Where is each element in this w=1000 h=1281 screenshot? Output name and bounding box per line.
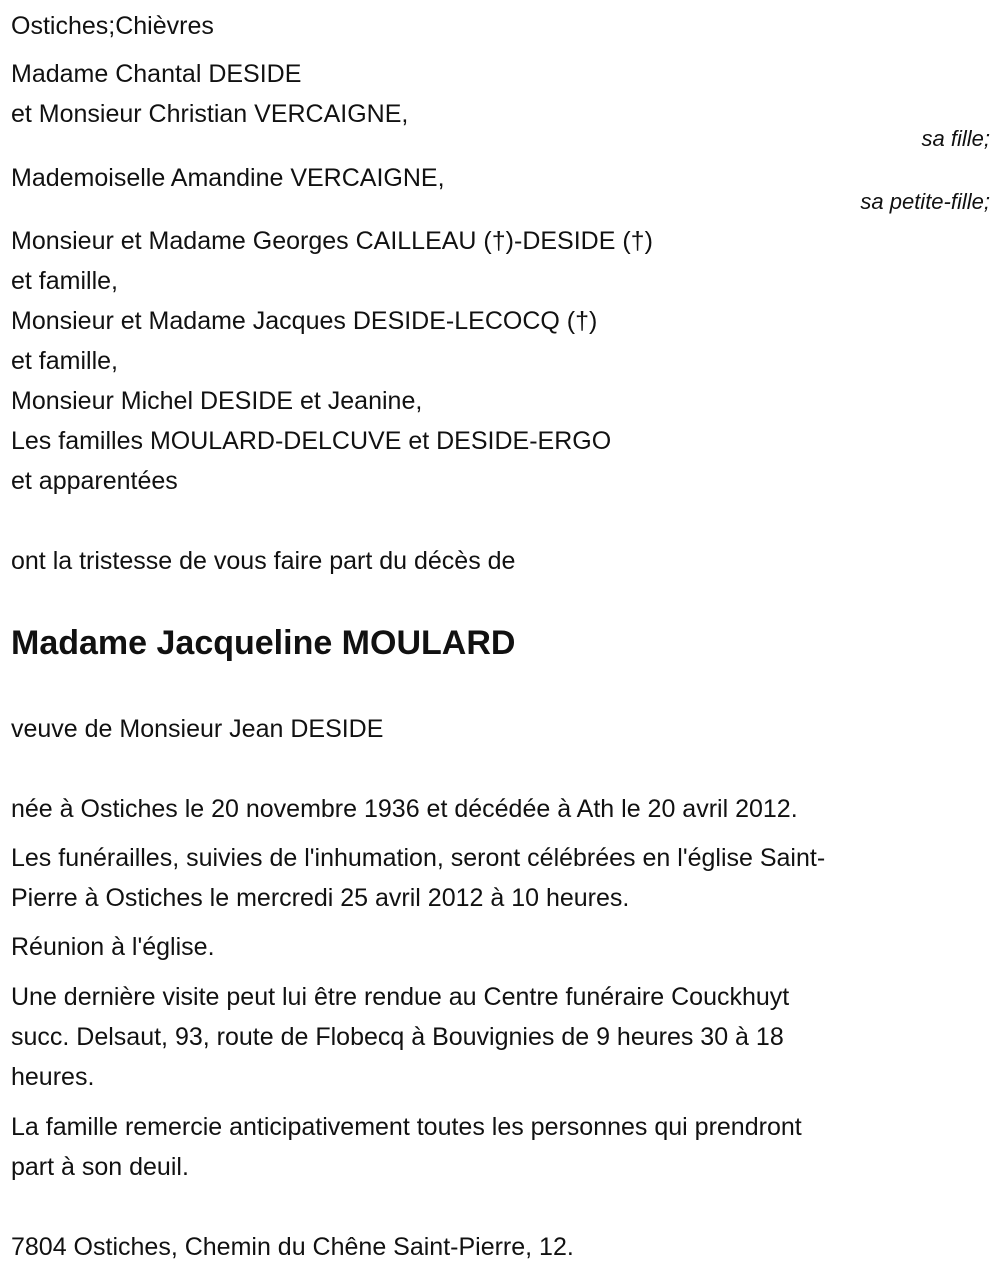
thanks: part à son deuil. — [11, 1153, 189, 1181]
family-line: Madame Chantal DESIDE — [11, 60, 302, 88]
funeral-info: Pierre à Ostiches le mercredi 25 avril 2012 à 10 heures. — [11, 884, 630, 912]
family-line: Monsieur Michel DESIDE et Jeanine, — [11, 387, 423, 415]
family-line: Monsieur et Madame Georges CAILLEAU (†)-DESIDE (†) — [11, 227, 653, 255]
address: 7804 Ostiches, Chemin du Chêne Saint-Pierre, 12. — [11, 1233, 574, 1261]
relation-label: sa fille; — [921, 126, 990, 151]
visit-info: succ. Delsaut, 93, route de Flobecq à Bouvignies de 9 heures 30 à 18 — [11, 1023, 784, 1051]
deceased-name: Madame Jacqueline MOULARD — [11, 624, 516, 662]
widow-of: veuve de Monsieur Jean DESIDE — [11, 715, 384, 743]
family-line: Mademoiselle Amandine VERCAIGNE, — [11, 164, 445, 192]
birth-death: née à Ostiches le 20 novembre 1936 et décédée à Ath le 20 avril 2012. — [11, 795, 798, 823]
family-line: et famille, — [11, 267, 118, 295]
thanks: La famille remercie anticipativement toutes les personnes qui prendront — [11, 1113, 802, 1141]
relation-label: sa petite-fille; — [860, 189, 990, 214]
location: Ostiches;Chièvres — [11, 12, 214, 40]
gathering-info: Réunion à l'église. — [11, 933, 215, 961]
family-line: Les familles MOULARD-DELCUVE et DESIDE-ERGO — [11, 427, 612, 455]
family-line: Monsieur et Madame Jacques DESIDE-LECOCQ (†) — [11, 307, 598, 335]
announcement: ont la tristesse de vous faire part du décès de — [11, 547, 516, 575]
funeral-info: Les funérailles, suivies de l'inhumation, seront célébrées en l'église Saint- — [11, 844, 826, 872]
visit-info: heures. — [11, 1063, 95, 1091]
family-line: et apparentées — [11, 467, 178, 495]
visit-info: Une dernière visite peut lui être rendue au Centre funéraire Couckhuyt — [11, 983, 790, 1011]
family-line: et famille, — [11, 347, 118, 375]
family-line: et Monsieur Christian VERCAIGNE, — [11, 100, 409, 128]
